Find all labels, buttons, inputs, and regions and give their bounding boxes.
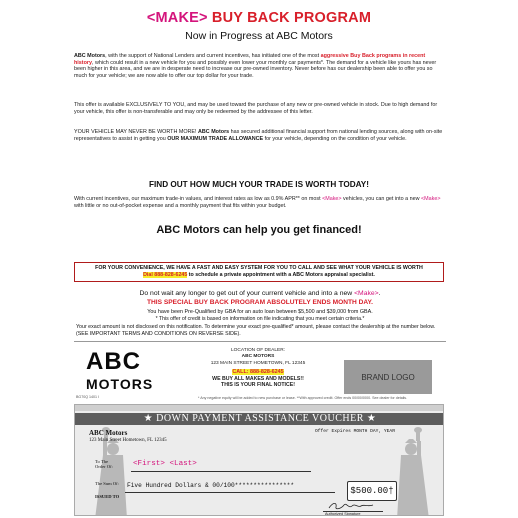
max-trade-allowance: OUR MAXIMUM TRADE ALLOWANCE xyxy=(167,135,264,142)
sum-in-words: Five Hundred Dollars & 00/100**************** xyxy=(127,482,295,489)
voucher-title-bar xyxy=(75,413,444,425)
statue-of-liberty-icon xyxy=(387,427,444,516)
wait-period: . xyxy=(378,290,381,297)
dealer-name-inline: ABC Motors xyxy=(74,53,106,59)
sum-line xyxy=(125,492,335,493)
buy-all-makes: WE BUY ALL MAKES AND MODELS!! xyxy=(212,375,304,382)
make-placeholder: <Make> xyxy=(354,290,379,297)
star-icon: ★ xyxy=(363,413,377,424)
find-out-heading: FIND OUT HOW MUCH YOUR TRADE IS WORTH TODAY! xyxy=(149,180,369,189)
final-notice: THIS IS YOUR FINAL NOTICE! xyxy=(221,382,295,389)
program-ends-line: THIS SPECIAL BUY BACK PROGRAM ABSOLUTELY ENDS MONTH DAY. xyxy=(146,299,374,306)
mailer-code: BG70Q 1401 I xyxy=(76,395,99,399)
make-placeholder: <Make> xyxy=(420,196,441,202)
payee-line xyxy=(131,471,311,472)
title-make-placeholder: <MAKE> xyxy=(146,10,208,26)
dial-phone-highlight: Dial 888-828-6245 xyxy=(143,271,188,278)
dealer-logo-motors: MOTORS xyxy=(86,376,154,392)
intro-paragraph xyxy=(74,53,446,80)
dealer-logo-abc: ABC xyxy=(86,348,141,375)
title-program: BUY BACK PROGRAM xyxy=(207,10,372,26)
exclusive-paragraph: This offer is available EXCLUSIVELY TO YOU, and may be used toward the purchase of any new or pre-owned vehicle in stock. Due to high demand for your vehicle, this offer is non-transferable and may only be redeemed by the addressee of this letter. xyxy=(74,102,438,115)
disclosure-paragraph: Your exact amount is not disclosed on this notification. To determine your exact pre-qualified* amount, please contact the dealership at the number below. (SEE IMPORTANT TERMS AND CONDITIONS ON REVERSE SIDE). xyxy=(76,324,436,337)
voucher-dealer-name: ABC Motors xyxy=(89,429,128,437)
wait-text: Do not wait any longer to get out of your current vehicle and into a new xyxy=(139,290,355,297)
dealer-call-number: CALL: 888-828-6245 xyxy=(232,369,284,376)
aggressive-program-text: aggressive Buy Back programs in recent history xyxy=(74,53,426,66)
section-divider xyxy=(74,341,446,342)
voucher-amount: $500.00† xyxy=(347,481,397,501)
page-subtitle: Now in Progress at ABC Motors xyxy=(185,30,333,42)
incentives-text-3: with little or no out-of-pocket expense and a monthly payment that fits within your budget. xyxy=(74,202,287,209)
brand-logo-placeholder: BRAND LOGO xyxy=(344,360,432,394)
call-box-text: FOR YOUR CONVENIENCE, WE HAVE A FAST AND EASY SYSTEM FOR YOU TO CALL AND SEE WHAT YOUR VEHICLE IS WORTH xyxy=(95,265,423,271)
worth-more-lead: YOUR VEHICLE MAY NEVER BE WORTH MORE! xyxy=(74,129,199,135)
dealer-address: 123 MAIN STREET HOMETOWN, FL 12345 xyxy=(210,360,306,366)
to-order-label: To The Order Of: xyxy=(95,459,113,470)
make-placeholder: <Make> xyxy=(322,196,342,202)
worth-more-text: has secured additional financial support from national lending sources, along with on-site representatives to assist in getting you xyxy=(74,129,443,142)
voucher-dealer-address: 123 Main Street Hometown, FL 12345 xyxy=(89,438,167,443)
dealer-name: ABC MOTORS xyxy=(241,354,275,360)
worth-more-tail: for your vehicle, depending on the condition of your vehicle. xyxy=(263,135,407,142)
star-icon: ★ xyxy=(143,413,157,424)
down-payment-voucher xyxy=(74,404,444,516)
financed-heading: ABC Motors can help you get financed! xyxy=(156,224,362,236)
payee-name: <First> <Last> xyxy=(133,460,197,468)
credit-note-line: * This offer of credit is based on information on file indicating that you meet certain criteria.* xyxy=(155,316,365,322)
page-title xyxy=(0,10,518,26)
voucher-title: DOWN PAYMENT ASSISTANCE VOUCHER xyxy=(156,413,364,424)
intro-text-2: , which could result in a new vehicle for you and possibly even lower your monthly car payments*. The demand for a vehicle like yours has never been higher in this area, and we are in desperate need to increase our pre-owned inventory. Never before has our dealership been able to offer you so much for your vehicle; we are now able to offer our top dollar for your trade. xyxy=(74,59,437,80)
worth-more-paragraph xyxy=(74,129,446,142)
sum-of-label: The Sum Of: xyxy=(95,481,119,486)
fine-print: * Any negative equity will be added to new purchase or lease. **With approved credit. Offer ends 00/00/0000. See dealer for details. xyxy=(198,396,408,400)
wait-line xyxy=(74,290,446,297)
prequal-line: You have been Pre-Qualified by GBA for an auto loan between $5,500 and $39,000 from GBA. xyxy=(147,309,373,315)
incentives-text-1: With current incentives, our maximum trade-in values, and interest rates as low as 0.9% APR** on most xyxy=(74,196,323,202)
incentives-text-2: vehicles, you can get into a new xyxy=(341,196,421,202)
dealer-name-inline-2: ABC Motors xyxy=(198,129,230,135)
voucher-expires: Offer Expires MONTH DAY, YEAR xyxy=(315,429,395,434)
call-box-text-2: to schedule a private appointment with a ABC Motors appraisal specialist. xyxy=(187,271,375,278)
incentives-paragraph xyxy=(74,196,446,209)
dealer-info xyxy=(198,348,318,388)
voucher-top-band xyxy=(75,405,444,411)
issued-to-label: ISSUED TO xyxy=(95,494,120,499)
location-label: LOCATION OF DEALER: xyxy=(230,348,286,353)
signature-icon xyxy=(327,501,377,511)
intro-text-1: , with the support of National Lenders and current incentives, has initiated one of the most xyxy=(105,53,321,59)
call-box xyxy=(74,262,444,282)
authorized-signature-label: Authorized Signature xyxy=(325,512,361,516)
